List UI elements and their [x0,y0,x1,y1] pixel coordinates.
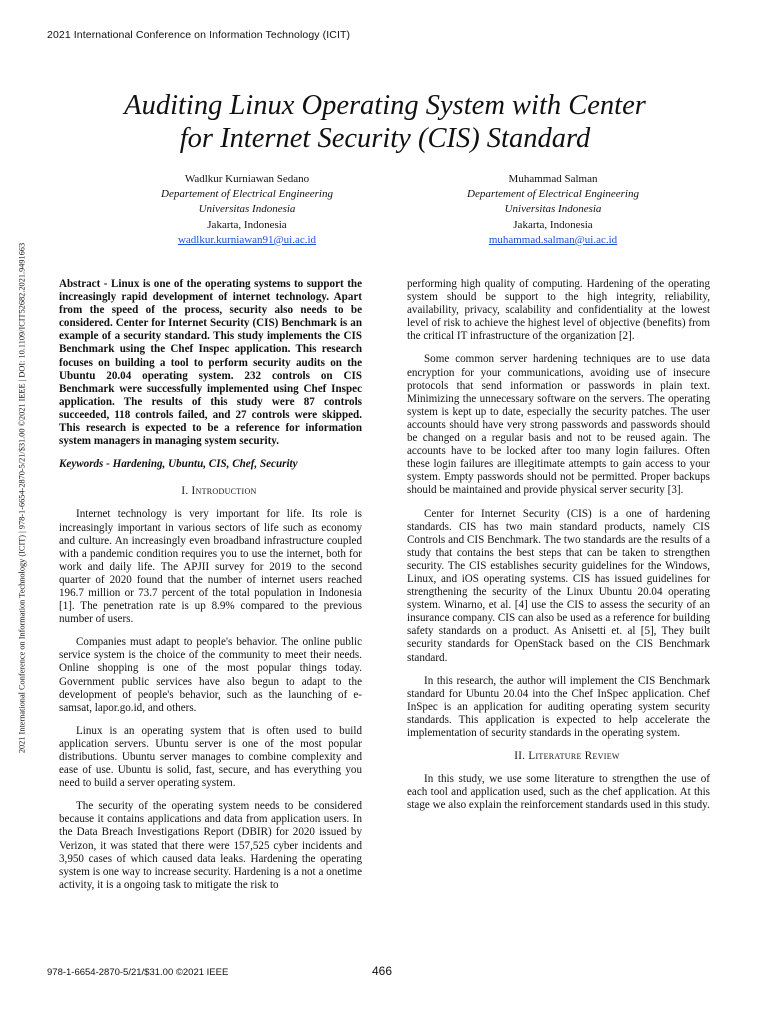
author-department: Departement of Electrical Engineering [467,188,639,201]
section-heading-literature-review [407,750,710,763]
title-line-2: for Internet Security (CIS) Standard [179,123,591,154]
abstract: Abstract - Linux is one of the operating systems to support the increasingly rapid development of internet technology. Apart from the speed of the process, security also needs to be considered. Center for Internet Security (CIS) Benchmark is an example of a security standard. This study implements the CIS Benchmark using the Chef Inspec application. This research focuses on building a tool to perform security audits on the Ubuntu 20.04 operating system. 232 controls on CIS Benchmark were successfully implemented using Chef Inspec application. The results of this study were 87 controls succeeded, 118 controls failed, and 27 controls were skipped. This research is expected to be a reference for information system managers in managing system security. [59,278,362,448]
right-column [407,278,710,822]
author-location: Jakarta, Indonesia [207,218,287,231]
paragraph: Companies must adapt to people's behavior. The online public service system is the choice of the community to meet their needs. Online shopping is one of the most popular things today. Government public services have also begun to adapt to the development of people's behavior, such as the launching of e-samsat, lapor.go.id, and others. [59,636,362,714]
author-university: Universitas Indonesia [504,203,602,216]
author-email-link[interactable]: wadlkur.kurniawan91@ui.ac.id [177,233,317,246]
paragraph: The security of the operating system needs to be considered because it contains applications and data from application users. In the Data Breach Investigations Report (DBIR) for 2020 issued by Verizon, it was stated that there were 157,525 cyber incidents and 3,950 cases of which caused data leaks. Hardening the operating system is one way to increase security. Hardening is a not a onetime activity, it is a ongoing task to mitigate the risk to [59,800,362,891]
left-column [59,278,362,902]
footer-isbn: 978-1-6654-2870-5/21/$31.00 ©2021 IEEE [47,967,229,978]
section-number: I. [181,485,189,498]
author-block-1 [117,172,377,248]
section-heading-introduction [59,485,362,498]
section-title: Literature Review [528,750,620,763]
author-department: Departement of Electrical Engineering [161,188,333,201]
paragraph: In this research, the author will implement the CIS Benchmark standard for Ubuntu 20.04 into the Chef InSpec application. Chef InSpec is an application for auditing operating system security standards. This application is expected to help accelerate the implementation of security standards in the operating system. [407,674,710,739]
doi-side-note: 2021 International Conference on Information Technology (ICIT) | 978-1-6654-2870-5/21/$31.00 ©2021 IEEE | DOI: 10.1109/ICIT52682.2021.9491663 [17,242,27,754]
paragraph: Linux is an operating system that is often used to build application servers. Ubuntu server is one of the most popular distributions. Ubuntu server manages to combine complexity and ease of use. Ubuntu is solid, fast, secure, and has everything you need to build a server operating system. [59,724,362,790]
section-title: Introduction [191,485,257,498]
conference-header: 2021 International Conference on Information Technology (ICIT) [47,29,351,41]
section-number: II. [514,750,526,763]
title-line-1: Auditing Linux Operating System with Center [124,90,646,121]
keywords: Keywords - Hardening, Ubuntu, CIS, Chef, Security [59,458,298,471]
paragraph: Internet technology is very important for life. Its role is increasingly important in various sectors of life such as economy and culture. An increasingly even broadband infrastructure coupled with a pandemic condition requires you to use the internet, both for work and daily life. The APJII survey for 2019 to the second quarter of 2020 found that the number of internet users reached 196.7 million or 73.7 percent of the total population in Indonesia [1]. The penetration rate is up 8.9% compared to the previous number of users. [59,508,362,626]
author-block-2 [423,172,683,248]
author-location: Jakarta, Indonesia [513,218,593,231]
author-email-link[interactable]: muhammad.salman@ui.ac.id [488,233,618,246]
paragraph: performing high quality of computing. Hardening of the operating system should be support to the high integrity, reliability, availability, privacy, scalability and confidentiality at the lowest level of risk to achieve the highest level of objective (benefits) from the critical IT infrastructure of the organization [2]. [407,278,710,343]
page-number: 466 [372,964,393,978]
author-university: Universitas Indonesia [198,203,296,216]
paragraph: Some common server hardening techniques are to use data encryption for your communications, avoiding use of insecure protocols that send information or passwords in plain text. Minimizing the unnecessary software on the servers. The operating system is kept up to date, especially the security patches. The user accounts should have very strong passwords and passwords should be changed on a regular basis and not to be reused again. The accounts have to be locked after too many login failures. Often these login failures are illegitimate attempts to gain access to your system. Empty passwords should not be permitted. Proper backups should be maintained and provide physical server security [3]. [407,353,710,497]
author-name: Muhammad Salman [508,173,598,185]
paper-title [60,89,710,155]
paragraph: Center for Internet Security (CIS) is a one of hardening standards. CIS has two main standard products, namely CIS Controls and CIS Benchmark. The two standards are the results of a study that contains the best steps that can be taken to strengthen security. The CIS establishes security guidelines for the Windows, Linux, and iOS operating systems. CIS has issued guidelines for strengthening the security of the Linux Ubuntu 20.04 operating system. Winarno, et al. [4] use the CIS to assess the security of an insurance company. CIS can also be used as a reference for building safety standards on a product. As Anisetti et. al [5], They built security standards for OpenStack based on the CIS Benchmark standard. [407,507,710,664]
author-name: Wadlkur Kurniawan Sedano [184,173,310,185]
paragraph: In this study, we use some literature to strengthen the use of each tool and application used, such as the chef application. At this stage we also explain the reinforcement standards used in this study. [407,773,710,812]
